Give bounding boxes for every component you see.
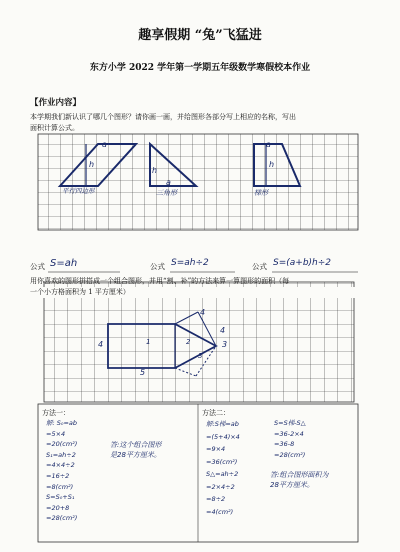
- method1-line-7: S=S₀+S₁: [46, 493, 75, 502]
- method1-answer: [110, 440, 161, 460]
- page-title: 趣享假期 “兔”飞猛进: [138, 28, 262, 43]
- task1-text-line2: 面积计算公式。: [30, 124, 79, 132]
- page-subtitle: 东方小学 2022 学年第一学期五年级数学寒假校本作业: [89, 63, 311, 73]
- method2-col1-line-3: =36(cm²): [206, 457, 238, 466]
- method1-line-4: =4×4÷2: [46, 461, 75, 470]
- task2-text-line1: 用你喜欢的图形拼搭成一个组合图形，并用“割、补”的方法来算一算图形的面积（每: [30, 277, 290, 285]
- method1-answer-line-0: 答:这个组合图形: [110, 441, 162, 449]
- method1-line-0: 解: S₀=ab: [46, 419, 78, 427]
- method2-col2-line-2: =36-8: [274, 440, 295, 448]
- triangle-name: 三角形: [156, 189, 177, 197]
- method2-col1-line-6: =8÷2: [206, 495, 226, 503]
- trapezoid-label-h: h: [269, 160, 275, 169]
- formula-parallelogram: S=ah: [50, 258, 78, 269]
- triangle-label-h: h: [152, 166, 158, 175]
- dim-inner2: 2: [186, 338, 191, 346]
- method1-line-8: =20+8: [46, 503, 70, 512]
- method2-col2-line-1: =36-2×4: [274, 429, 304, 438]
- section-heading: 【作业内容】: [30, 98, 82, 108]
- method1-line-6: =8(cm²): [46, 482, 74, 491]
- method2-col2-line-0: S=S梯-S△: [274, 419, 306, 427]
- method2-answer: [270, 470, 328, 490]
- task1-text-line1: 本学期我们新认识了哪几个图形？请你画一画，并给图形各部分写上相应的名称，写出: [30, 113, 296, 121]
- method1-line-1: =5×4: [46, 429, 66, 438]
- triangle-label-a: a: [166, 178, 171, 187]
- method2-col1-line-1: =(5+4)×4: [206, 432, 240, 441]
- method1-label: 方法一：: [42, 409, 70, 417]
- dim-inner1: 1: [146, 338, 151, 346]
- trapezoid-name: 梯形: [254, 189, 268, 197]
- formula-triangle: S=ah÷2: [171, 258, 209, 268]
- parallelogram-label-h: h: [89, 160, 95, 169]
- method1-work: [46, 418, 77, 524]
- formula-prefix-3: 公式: [252, 262, 267, 271]
- method1-line-5: =16÷2: [46, 471, 70, 480]
- method1-line-2: =20(cm²): [46, 440, 78, 449]
- parallelogram-name: 平行四边形: [62, 187, 95, 195]
- method1-line-9: =28(cm²): [46, 514, 78, 523]
- dim-right-mid: 3: [222, 340, 228, 349]
- method2-label: 方法二：: [202, 409, 230, 417]
- method2-work-col1: [206, 418, 240, 518]
- dim-right-top: 4: [220, 326, 226, 335]
- trapezoid-label-a: a: [266, 140, 271, 149]
- task2-text-line2: 一个小方格面积为 1 平方厘米）: [30, 287, 375, 298]
- method2-col1-line-2: =9×4: [206, 445, 226, 453]
- formula-trapezoid: S=(a+b)h÷2: [273, 258, 332, 268]
- grid-2: [44, 282, 354, 402]
- method2-col2-line-3: =28(cm²): [274, 450, 306, 459]
- formula-prefix-1: 公式: [30, 262, 45, 271]
- method2-col1-line-7: =4(cm²): [206, 507, 234, 516]
- method1-answer-line-1: 是28平方厘米。: [110, 451, 161, 459]
- method2-col1-line-4: S△=ah÷2: [206, 470, 239, 478]
- method2-col1-line-0: 解:S梯=ab: [206, 420, 239, 428]
- parallelogram-label-a: a: [102, 140, 107, 149]
- dim-top: 4: [200, 308, 206, 317]
- dim-inner3: 3: [198, 352, 203, 360]
- dim-left: 4: [98, 340, 104, 349]
- method2-col1-line-5: =2×4÷2: [206, 482, 235, 491]
- dim-bottom: 5: [140, 368, 146, 377]
- formula-prefix-2: 公式: [150, 262, 165, 271]
- method2-answer-line-1: 28平方厘米。: [270, 481, 314, 489]
- method1-line-3: S₁=ah÷2: [46, 450, 76, 459]
- method2-work-col2: [274, 418, 306, 460]
- method2-answer-line-0: 答:组合图形面积为: [270, 471, 329, 479]
